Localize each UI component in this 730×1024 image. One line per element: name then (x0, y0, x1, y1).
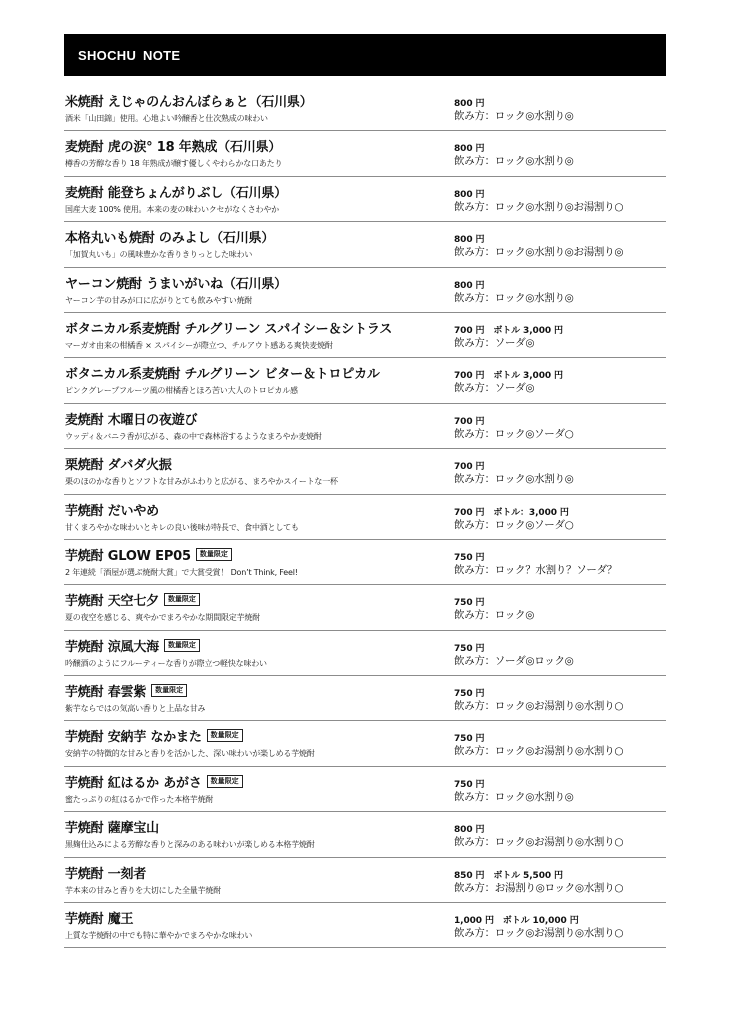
menu-item (64, 812, 666, 857)
menu-item (64, 404, 666, 449)
limited-badge: 数量限定 (151, 684, 187, 697)
item-info (65, 863, 450, 896)
item-description: 紫芋ならではの気高い香りと上品な甘み (65, 704, 206, 714)
item-pricing (454, 731, 666, 758)
item-description: 蜜たっぷりの紅はるかで作った本格芋焼酎 (65, 794, 214, 804)
item-info (65, 908, 450, 941)
item-name: 麦焼酎 能登ちょんがりぶし（石川県） (65, 185, 287, 201)
item-pricing (454, 505, 666, 532)
item-info (65, 318, 450, 351)
item-name: 芋焼酎 安納芋 なかまた (65, 730, 202, 746)
item-price: 850 円 ボトル 5,500 円 (454, 870, 563, 881)
item-pricing (454, 141, 666, 168)
menu-item (64, 358, 666, 403)
item-pricing (454, 187, 666, 214)
limited-badge: 数量限定 (207, 729, 243, 742)
item-price: 800 円 (454, 144, 485, 155)
item-description: ピンクグレープフルーツ風の柑橘香とほろ苦い大人のトロピカル感 (65, 386, 298, 396)
menu-item (64, 449, 666, 494)
item-serving-style: 飲み方：ロック◎お湯割り◎水割り○ (454, 927, 624, 940)
item-description: 夏の夜空を感じる、爽やかでまろやかな期間限定芋焼酎 (65, 613, 260, 623)
item-pricing (454, 550, 666, 577)
item-info (65, 726, 450, 759)
item-serving-style: 飲み方：ロック◎ (454, 609, 535, 622)
item-name-row (65, 454, 450, 473)
item-serving-style: 飲み方：ロック◎水割り◎ (454, 790, 574, 803)
menu-item (64, 177, 666, 222)
item-pricing (454, 641, 666, 668)
item-name-row (65, 227, 450, 246)
item-description: 2 年連続「酒屋が選ぶ焼酎大賞」で大賞受賞！ Don’t Think, Feel! (65, 567, 298, 577)
item-description: 芋本来の甘みと香りを大切にした全量芋焼酎 (65, 885, 221, 895)
item-name: 芋焼酎 一刻者 (65, 866, 147, 882)
item-price: 800 円 (454, 825, 485, 836)
item-info (65, 227, 450, 260)
item-serving-style: 飲み方：ソーダ◎ (454, 336, 535, 349)
item-pricing (454, 686, 666, 713)
item-price: 800 円 (454, 99, 485, 109)
menu-item (64, 268, 666, 313)
item-name-row (65, 136, 450, 155)
menu-item (64, 540, 666, 585)
menu-item (64, 676, 666, 721)
menu-header (64, 34, 666, 76)
item-name-row (65, 636, 450, 655)
item-price: 750 円 (454, 598, 485, 609)
item-name: 芋焼酎 薩摩宝山 (65, 821, 159, 837)
item-description: 樽香の芳醇な香り 18 年熟成が醸す優しくやわらかな口あたり (65, 159, 283, 169)
item-price: 1,000 円 ボトル 10,000 円 (454, 916, 579, 927)
item-name-row (65, 91, 450, 110)
limited-badge: 数量限定 (207, 775, 243, 788)
item-name: 麦焼酎 木曜日の夜遊び (65, 412, 198, 428)
item-serving-style: 飲み方：ロック◎水割り◎ (454, 155, 574, 168)
item-name-row (65, 500, 450, 519)
item-pricing (454, 777, 666, 804)
item-name: ヤーコン焼酎 うまいがいね（石川県） (65, 276, 287, 292)
item-serving-style: 飲み方：ロック◎ソーダ○ (454, 427, 574, 440)
item-serving-style: 飲み方：ソーダ◎ (454, 382, 535, 395)
menu-item (64, 767, 666, 812)
item-name-row (65, 681, 450, 700)
menu-item (64, 222, 666, 267)
item-name: 栗焼酎 ダバダ火振 (65, 458, 172, 474)
item-info (65, 545, 450, 578)
menu-item (64, 495, 666, 540)
item-description: 甘くまろやかな味わいとキレの良い後味が特長で、食中酒としても (65, 522, 299, 532)
item-pricing (454, 414, 666, 441)
item-price: 800 円 (454, 189, 485, 200)
item-description: 国産大麦 100% 使用。本来の麦の味わいクセがなくさわやか (65, 204, 279, 214)
item-name: 芋焼酎 涼風大海 (65, 639, 159, 655)
item-name-row (65, 817, 450, 836)
item-serving-style: 飲み方：ロック◎水割り◎ (454, 473, 574, 486)
menu-item (64, 858, 666, 903)
item-serving-style: 飲み方：ロック◎水割り◎お湯割り○ (454, 200, 624, 213)
item-price: 700 円 ボトル 3,000 円 (454, 325, 563, 336)
menu-item (64, 903, 666, 948)
item-description: 安納芋の特徴的な甘みと香りを活かした、深い味わいが楽しめる芋焼酎 (65, 749, 315, 759)
item-price: 750 円 (454, 552, 485, 563)
item-description: 栗のほのかな香りとソフトな甘みがふわりと広がる、まろやかスイートな一杯 (65, 477, 338, 487)
item-name-row (65, 590, 450, 609)
item-description: ヤーコン芋の甘みが口に広がりとても飲みやすい焼酎 (65, 295, 253, 305)
item-description: 「加賀丸いも」の風味豊かな香りきりっとした味わい (65, 250, 253, 260)
item-price: 700 円 (454, 462, 485, 473)
item-name: 本格丸いも焼酎 のみよし（石川県） (65, 231, 275, 247)
item-name-row (65, 726, 450, 745)
item-pricing (454, 278, 666, 305)
item-serving-style: 飲み方：ロック？水割り？ソーダ？ (454, 563, 617, 576)
item-description: 吟醸酒のようにフルーティーな香りが際立つ軽快な味わい (65, 658, 267, 668)
menu-item (64, 313, 666, 358)
item-description: ウッディ＆バニラ香が広がる、森の中で森林浴するようなまろやか麦焼酎 (65, 431, 322, 441)
item-description: 上質な芋焼酎の中でも特に華やかでまろやかな味わい (65, 931, 253, 941)
item-info (65, 636, 450, 669)
item-description: 酒米「山田錦」使用。心地よい吟醸香と仕次熟成の味わい (65, 114, 268, 123)
limited-badge: 数量限定 (164, 593, 200, 606)
item-name-row (65, 908, 450, 927)
item-name-row (65, 273, 450, 292)
item-serving-style: 飲み方：ロック◎お湯割り◎水割り○ (454, 836, 624, 849)
menu-title: SHOCHU NOTE (78, 47, 181, 63)
item-name: 芋焼酎 春雲紫 (65, 685, 147, 701)
limited-badge: 数量限定 (164, 639, 200, 652)
item-info (65, 273, 450, 306)
item-serving-style: 飲み方：ロック◎お湯割り◎水割り○ (454, 745, 624, 758)
item-pricing (454, 232, 666, 259)
limited-badge: 数量限定 (196, 548, 232, 561)
item-name-row (65, 545, 450, 564)
item-name: 芋焼酎 魔王 (65, 912, 134, 928)
item-info (65, 772, 450, 805)
item-pricing (454, 913, 666, 940)
item-info (65, 136, 450, 169)
item-name-row (65, 772, 450, 791)
item-price: 700 円 (454, 416, 485, 427)
item-info (65, 681, 450, 714)
item-info (65, 409, 450, 442)
item-name: 芋焼酎 GLOW EP05 (65, 548, 191, 564)
item-name: 芋焼酎 紅はるか あがさ (65, 775, 202, 791)
item-pricing (454, 368, 666, 395)
menu-item (64, 721, 666, 766)
item-info (65, 500, 450, 533)
menu-item (64, 131, 666, 176)
item-serving-style: 飲み方：お湯割り◎ロック◎水割り○ (454, 881, 624, 894)
item-name: 芋焼酎 だいやめ (65, 503, 159, 519)
menu-item (64, 631, 666, 676)
item-info (65, 363, 450, 396)
item-name: ボタニカル系麦焼酎 チルグリーン スパイシー＆シトラス (65, 321, 393, 337)
item-name-row (65, 182, 450, 201)
item-name-row (65, 409, 450, 428)
item-serving-style: 飲み方：ロック◎水割り◎ (454, 110, 574, 122)
item-name: ボタニカル系麦焼酎 チルグリーン ビター＆トロピカル (65, 367, 380, 383)
item-pricing (454, 459, 666, 486)
item-pricing (454, 595, 666, 622)
item-price: 750 円 (454, 734, 485, 745)
item-info (65, 590, 450, 623)
item-info (65, 817, 450, 850)
item-name: 芋焼酎 天空七夕 (65, 594, 159, 610)
item-serving-style: 飲み方：ロック◎ソーダ○ (454, 518, 574, 531)
item-serving-style: 飲み方：ロック◎お湯割り◎水割り○ (454, 700, 624, 713)
item-pricing (454, 96, 666, 123)
item-name-row (65, 863, 450, 882)
item-pricing (454, 868, 666, 895)
item-pricing (454, 822, 666, 849)
item-name: 米焼酎 えじゃのんおんぼらぁと（石川県） (65, 95, 313, 110)
item-price: 800 円 (454, 280, 485, 291)
item-name-row (65, 363, 450, 382)
shochu-menu-list (64, 86, 666, 948)
item-description: 黒麹仕込みによる芳醇な香りと深みのある味わいが楽しめる本格芋焼酎 (65, 840, 315, 850)
item-price: 800 円 (454, 235, 485, 246)
item-name: 麦焼酎 虎の涙° 18 年熟成（石川県） (65, 140, 282, 156)
item-serving-style: 飲み方：ロック◎水割り◎お湯割り◎ (454, 246, 624, 259)
item-serving-style: 飲み方：ロック◎水割り◎ (454, 291, 574, 304)
item-info (65, 182, 450, 215)
item-pricing (454, 323, 666, 350)
item-price: 750 円 (454, 689, 485, 700)
item-description: マーガオ由来の柑橘香 × スパイシーが際立つ、チルアウト感ある爽快麦焼酎 (65, 340, 333, 350)
item-price: 700 円 ボトル 3,000 円 (454, 371, 563, 382)
item-info (65, 91, 450, 124)
item-info (65, 454, 450, 487)
item-name-row (65, 318, 450, 337)
item-serving-style: 飲み方：ソーダ◎ロック◎ (454, 654, 574, 667)
item-price: 700 円 ボトル：3,000 円 (454, 507, 569, 518)
menu-item (64, 86, 666, 131)
item-price: 750 円 (454, 643, 485, 654)
item-price: 750 円 (454, 779, 485, 790)
menu-item (64, 585, 666, 630)
